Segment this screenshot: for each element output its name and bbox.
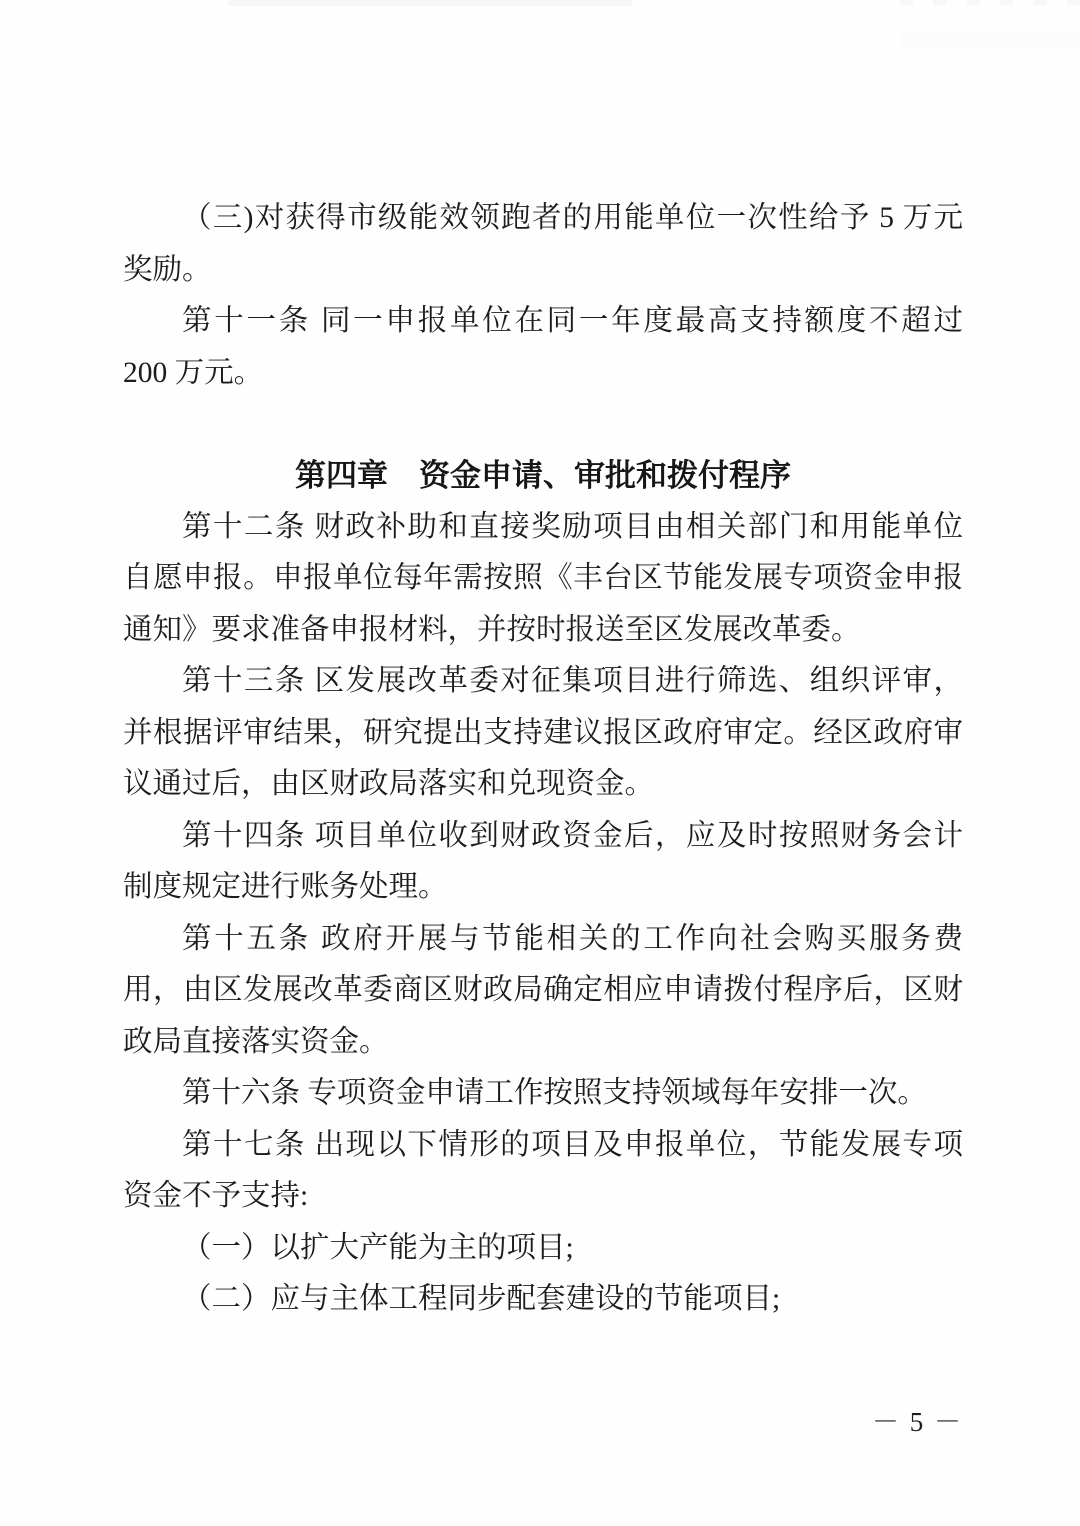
scan-mark bbox=[967, 0, 980, 5]
text-line: 用，由区发展改革委商区财政局确定相应申请拨付程序后，区财 bbox=[123, 974, 963, 1006]
scan-mark bbox=[900, 0, 913, 5]
text-line: （三)对获得市级能效领跑者的用能单位一次性给予 5 万元 bbox=[182, 202, 963, 234]
paragraph bbox=[123, 193, 963, 296]
paragraph bbox=[123, 1274, 963, 1326]
text-line: （二）应与主体工程同步配套建设的节能项目; bbox=[182, 1283, 781, 1315]
paragraph bbox=[123, 811, 963, 914]
scan-artifact-corner-marks bbox=[900, 0, 1080, 5]
scan-mark bbox=[1067, 0, 1080, 5]
scan-artifact-right-bar bbox=[900, 33, 1080, 49]
paragraph bbox=[123, 1120, 963, 1223]
text-line: 并根据评审结果，研究提出支持建议报区政府审定。经区政府审 bbox=[123, 716, 963, 749]
paragraph bbox=[123, 1068, 963, 1120]
text-line: 制度规定进行账务处理。 bbox=[123, 871, 448, 903]
text-line: （一）以扩大产能为主的项目; bbox=[182, 1231, 574, 1264]
text-line: 第十五条 政府开展与节能相关的工作向社会购买服务费 bbox=[182, 922, 963, 955]
text-line: 奖励。 bbox=[123, 253, 212, 286]
paragraph bbox=[123, 656, 963, 811]
scan-mark bbox=[1000, 0, 1013, 5]
paragraph bbox=[123, 1223, 963, 1275]
paragraph bbox=[123, 914, 963, 1069]
text-line: 第十二条 财政补助和直接奖励项目由相关部门和用能单位 bbox=[182, 510, 963, 543]
paragraph bbox=[123, 502, 963, 657]
text-line: 议通过后，由区财政局落实和兑现资金。 bbox=[123, 768, 655, 800]
page-number: － 5 － bbox=[872, 1407, 963, 1437]
scan-artifact-top-bar bbox=[228, 0, 632, 6]
text-line: 政局直接落实资金。 bbox=[123, 1025, 389, 1058]
text-line: 第十一条 同一申报单位在同一年度最高支持额度不超过 bbox=[182, 305, 963, 337]
text-line: 第十七条 出现以下情形的项目及申报单位，节能发展专项 bbox=[182, 1128, 963, 1161]
text-line: 第十四条 项目单位收到财政资金后，应及时按照财务会计 bbox=[182, 819, 963, 852]
text-line: 第十六条 专项资金申请工作按照支持领域每年安排一次。 bbox=[182, 1077, 927, 1109]
text-line: 第十三条 区发展改革委对征集项目进行筛选、组织评审， bbox=[182, 665, 963, 697]
text-line: 自愿申报。申报单位每年需按照《丰台区节能发展专项资金申报 bbox=[123, 562, 963, 594]
text-line: 通知》要求准备申报材料，并按时报送至区发展改革委。 bbox=[123, 613, 861, 646]
text-line: 资金不予支持: bbox=[123, 1180, 309, 1212]
document-content bbox=[123, 193, 963, 1326]
text-line: 200 万元。 bbox=[123, 356, 264, 389]
scan-mark bbox=[933, 0, 946, 5]
paragraph bbox=[123, 296, 963, 399]
scan-mark bbox=[1034, 0, 1047, 5]
chapter-heading: 第四章 资金申请、审批和拨付程序 bbox=[295, 458, 791, 493]
